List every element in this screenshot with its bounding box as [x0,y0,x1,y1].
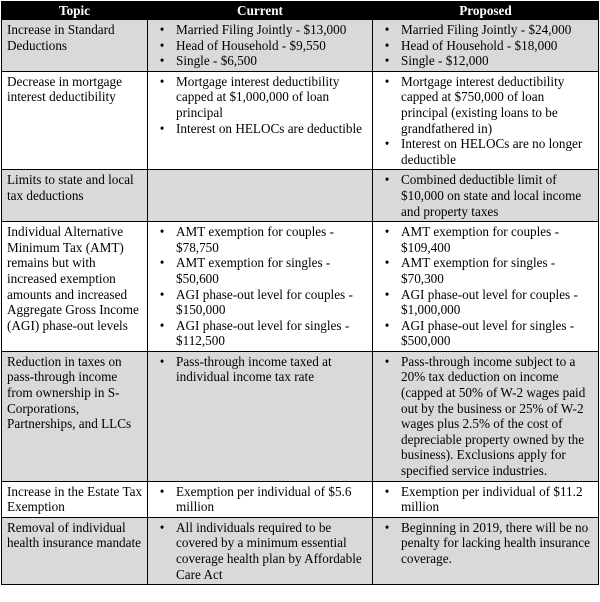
bullet-text: Beginning in 2019, there will be no penalty for lacking health insurance coverage. [401,519,590,566]
table-row [2,517,599,584]
table-row [2,170,599,222]
bullet-text: Interest on HELOCs are deductible [176,120,363,136]
bullet-icon: • [384,37,390,53]
bullet-text: Exemption per individual of $11.2 million [401,483,583,515]
bullet-icon: • [384,224,390,240]
current-bullet-list [153,74,368,136]
bullet-text: Married Filing Jointly - $13,000 [176,22,347,37]
bullet-text: Pass-through income taxed at individual income tax rate [176,353,332,385]
current-bullet-list [153,22,368,69]
bullet-icon: • [159,53,165,69]
header-topic: Topic [2,2,148,20]
proposed-bullet-list [378,172,594,219]
table-row [2,222,599,352]
bullet-item [153,484,368,515]
bullet-text: AGI phase-out level for singles - $112,500 [176,317,350,349]
current-bullet-list [153,520,368,582]
proposed-bullet-list [378,484,594,515]
table-row [2,481,599,517]
bullet-item [153,224,368,255]
bullet-icon: • [384,286,390,302]
bullet-icon: • [384,353,390,369]
proposed-cell [373,517,599,584]
header-proposed: Proposed [373,2,599,20]
bullet-icon: • [159,286,165,302]
bullet-text: Single - $12,000 [401,53,489,69]
topic-cell: Removal of individual health insurance mandate [2,517,148,584]
proposed-cell [373,71,599,170]
bullet-item [378,136,594,167]
current-bullet-list [153,224,368,349]
current-cell [148,170,373,222]
bullet-item [378,318,594,349]
bullet-icon: • [384,255,390,271]
proposed-cell [373,351,599,481]
bullet-item [378,74,594,136]
table-row [2,20,599,72]
bullet-item [153,53,368,69]
bullet-text: AMT exemption for singles - $70,300 [401,255,556,286]
bullet-icon: • [159,255,165,271]
bullet-item [153,318,368,349]
current-cell [148,517,373,584]
bullet-item [378,172,594,219]
current-cell [148,351,373,481]
proposed-bullet-list [378,22,594,69]
bullet-text: Combined deductible limit of $10,000 on state and local income and property taxes [401,172,582,219]
bullet-icon: • [159,120,165,136]
bullet-text: Exemption per individual of $5.6 million [176,483,352,515]
bullet-item [378,484,594,515]
proposed-cell [373,170,599,222]
bullet-text: Head of Household - $18,000 [401,37,558,53]
proposed-bullet-list [378,224,594,349]
bullet-item [153,38,368,54]
bullet-item [153,22,368,38]
bullet-text: AGI phase-out level for couples - $1,000,000 [401,286,578,318]
table-row [2,351,599,481]
current-cell [148,20,373,72]
bullet-item [378,38,594,54]
bullet-item [153,121,368,137]
proposed-bullet-list [378,520,594,567]
bullet-item [378,22,594,38]
bullet-icon: • [159,519,165,535]
bullet-text: Mortgage interest deductibility capped at $750,000 of loan principal (existing loans to be grandfathered in) [401,73,565,136]
topic-cell: Limits to state and local tax deductions [2,170,148,222]
bullet-icon: • [384,519,390,535]
bullet-item [378,255,594,286]
bullet-icon: • [159,37,165,53]
proposed-bullet-list [378,74,594,168]
bullet-item [378,287,594,318]
bullet-icon: • [159,73,165,89]
current-cell [148,222,373,352]
bullet-item [378,520,594,567]
bullet-icon: • [384,483,390,499]
bullet-icon: • [159,317,165,333]
table-row [2,71,599,170]
bullet-text: AGI phase-out level for couples - $150,000 [176,286,353,318]
bullet-icon: • [159,224,165,240]
proposed-bullet-list [378,354,594,479]
bullet-icon: • [384,53,390,69]
bullet-icon: • [159,353,165,369]
bullet-icon: • [384,73,390,89]
bullet-text: AGI phase-out level for singles - $500,000 [401,317,575,349]
bullet-item [153,287,368,318]
topic-cell: Individual Alternative Minimum Tax (AMT) remains but with increased exemption amounts and increased Aggregate Gross Income (AGI) phase-out levels [2,222,148,352]
current-bullet-list [153,484,368,515]
proposed-cell [373,481,599,517]
topic-cell: Reduction in taxes on pass-through income from ownership in S-Corporations, Partnerships, and LLCs [2,351,148,481]
tax-comparison-table [1,1,599,585]
bullet-icon: • [384,317,390,333]
bullet-text: Interest on HELOCs are no longer deductible [401,136,583,167]
proposed-cell [373,222,599,352]
bullet-item [153,520,368,582]
bullet-text: AMT exemption for couples - $78,750 [176,224,334,255]
bullet-item [153,255,368,286]
bullet-text: Single - $6,500 [176,53,257,69]
bullet-item [153,354,368,385]
bullet-item [378,53,594,69]
bullet-icon: • [384,172,390,188]
current-cell [148,71,373,170]
table-body [2,20,599,585]
bullet-text: All individuals required to be covered by a minimum essential coverage health plan by Affordable Care Act [176,519,362,582]
bullet-text: AMT exemption for couples - $109,400 [401,224,559,255]
bullet-text: AMT exemption for singles - $50,600 [176,255,331,286]
tax-comparison-document [1,1,598,599]
bullet-text: Mortgage interest deductibility capped at $1,000,000 of loan principal [176,73,340,120]
header-row [2,2,599,20]
current-cell [148,481,373,517]
current-bullet-list [153,354,368,385]
topic-cell: Decrease in mortgage interest deductibility [2,71,148,170]
bullet-item [378,224,594,255]
bullet-icon: • [159,22,165,37]
proposed-cell [373,20,599,72]
topic-cell: Increase in Standard Deductions [2,20,148,72]
bullet-item [153,74,368,121]
bullet-icon: • [384,22,390,37]
bullet-icon: • [159,483,165,499]
bullet-text: Married Filing Jointly - $24,000 [401,22,572,37]
bullet-text: Pass-through income subject to a 20% tax deduction on income (capped at 50% of W-2 wages paid out by the business or 25% of W-2 wages plus 2.5% of the cost of depreciable property owned by the business). Exclusions apply for specified service industries. [401,353,586,479]
bullet-text: Head of Household - $9,550 [176,37,326,53]
bullet-item [378,354,594,479]
topic-cell: Increase in the Estate Tax Exemption [2,481,148,517]
bullet-icon: • [384,136,390,152]
header-current: Current [148,2,373,20]
